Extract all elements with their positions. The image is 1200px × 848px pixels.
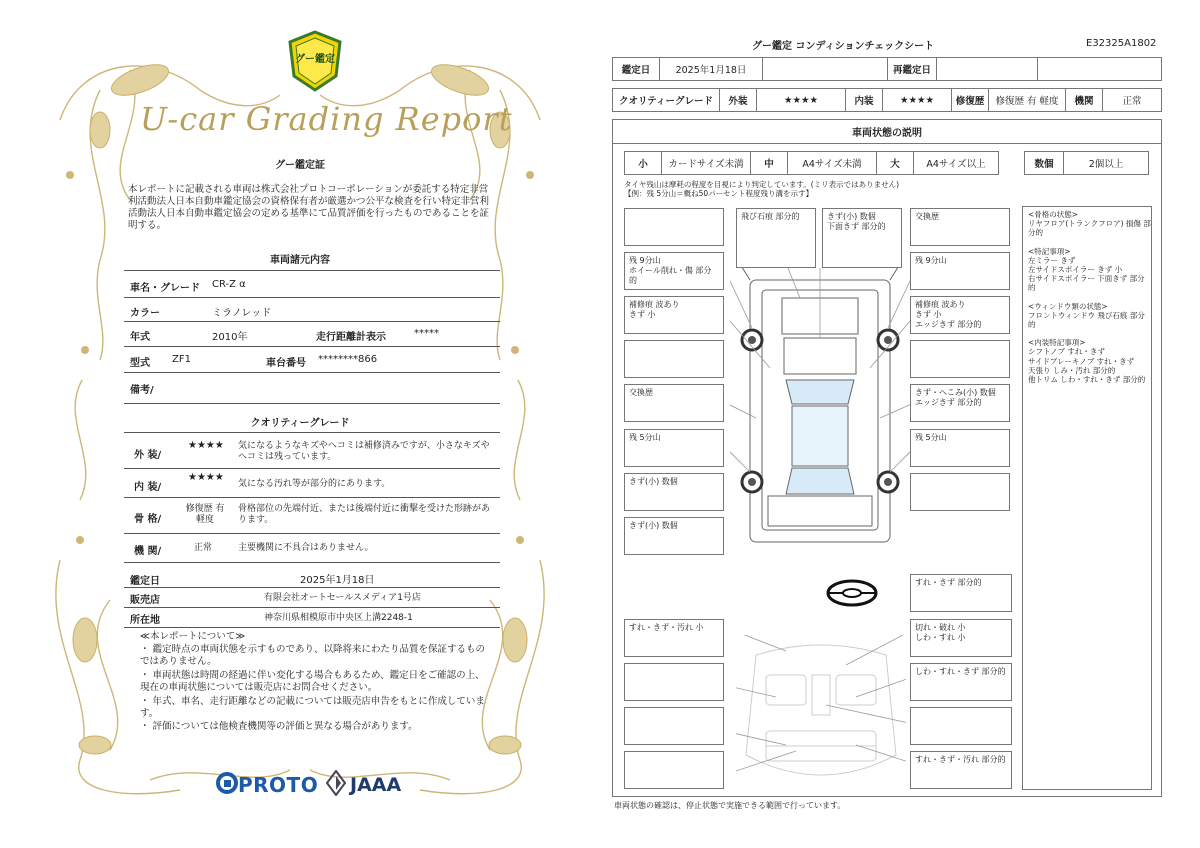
engine-value: 正常 [1102, 88, 1162, 112]
damage-box: 残 5分山 [910, 429, 1010, 467]
divider [124, 533, 500, 534]
side-note-line: <ウィンドウ類の状態> [1028, 301, 1108, 311]
empty-cell [1037, 57, 1162, 81]
damage-box: 残 9分山 ホイール削れ・傷 部分的 [624, 252, 724, 290]
jaaa-logo-icon [326, 770, 346, 796]
damage-box: 交換歴 [910, 208, 1010, 246]
report-script-title: U-car Grading Report [140, 100, 513, 138]
model-label: 型式 [130, 358, 150, 369]
car-name-value: CR-Z α [212, 279, 246, 290]
engine-description: 主要機関に不具合はありません。 [238, 543, 374, 553]
interior-damage-box [910, 707, 1012, 745]
condition-title: 車両状態の説明 [852, 128, 922, 139]
note-item: ・ 車両状態は時間の経過に伴い変化する場合もあるため、鑑定日をご確認の上、現在の車両状態については販売店にお問合せください。 [140, 670, 485, 693]
exterior-stars: ★★★★ [756, 88, 846, 112]
interior-label: 内装 [845, 88, 883, 112]
sheet-title: グー鑑定 コンディションチェックシート [752, 41, 935, 52]
side-note-line: 他トリム しわ・すれ・きず 部分的 [1028, 375, 1146, 385]
damage-box: 飛び石痕 部分的 [736, 208, 816, 268]
legend-mid-desc: A4サイズ未満 [787, 151, 877, 175]
side-note-line [1028, 293, 1152, 302]
odometer-value: ***** [414, 328, 439, 339]
model-value: ZF1 [172, 354, 191, 365]
interior-damage-box: すれ・きず・汚れ 部分的 [910, 751, 1012, 789]
engine-value: 正常 [194, 543, 213, 553]
engine-label: 機 関/ [134, 546, 162, 557]
exterior-label: 外装 [719, 88, 757, 112]
divider [124, 432, 500, 433]
frame-description: 骨格部位の先端付近、または後端付近に衝撃を受けた形跡があります。 [238, 504, 491, 525]
proto-logo-icon [216, 772, 238, 794]
divider [124, 403, 500, 404]
interior-stars: ★★★★ [882, 88, 952, 112]
proto-logo-text: PROTO [238, 773, 319, 797]
legend-small-desc: カードサイズ未満 [661, 151, 751, 175]
side-note-line: 左ミラー きず [1028, 255, 1076, 265]
appraisal-date-label: 鑑定日 [130, 576, 160, 587]
color-value: ミラノレッド [212, 308, 272, 319]
damage-box: きず・へこみ(小) 数個 エッジきず 部分的 [910, 384, 1010, 422]
interior-label: 内 装/ [134, 482, 162, 493]
side-note-line: 右サイドスポイラー 下面きず 部分的 [1028, 274, 1145, 293]
note-item: ・ 鑑定時点の車両状態を示すものであり、以降将来にわたり品質を保証するものではありません。 [140, 644, 486, 667]
interior-damage-box [624, 663, 724, 701]
divider [124, 346, 500, 347]
exterior-description: 気になるようなキズやヘコミは補修済みですが、小さなキズやヘコミは残っています。 [238, 441, 490, 462]
badge-label: グー鑑定 [295, 54, 335, 65]
chassis-value: ********866 [318, 354, 378, 365]
tire-note: タイヤ残山は摩耗の程度を目視により判定しています。(ミリ表示ではありません) [624, 180, 900, 189]
damage-box: きず(小) 数個 [624, 473, 724, 511]
year-label: 年式 [130, 332, 150, 343]
document-id: E32325A1802 [1086, 38, 1157, 49]
damage-box: 交換歴 [624, 384, 724, 422]
frame-value: 修復歴 有 軽度 [185, 504, 225, 525]
certificate-heading: グー鑑定証 [275, 160, 325, 171]
dealer-label: 販売店 [130, 595, 160, 606]
repair-history-value: 修復歴 有 軽度 [988, 88, 1066, 112]
damage-box: 補修痕 波あり きず 小 エッジきず 部分的 [910, 296, 1010, 334]
side-note-line [1028, 238, 1152, 247]
note-item: ・ 年式、車名、走行距離などの記載については販売店申告をもとに作成しています。 [140, 696, 485, 719]
side-note-line: サイドブレーキノブ すれ・きず [1028, 356, 1135, 366]
side-notes-list [1028, 210, 1152, 384]
interior-damage-box [624, 751, 724, 789]
quality-heading: クオリティーグレード [250, 418, 350, 429]
reappraisal-date-label: 再鑑定日 [887, 57, 937, 81]
odometer-label: 走行距離計表示 [316, 332, 386, 343]
side-note-line: リヤフロア(トランクフロア) 損傷 部分的 [1028, 219, 1151, 238]
dealer-value: 有限会社オートセールスメディア1号店 [264, 593, 421, 603]
chassis-label: 車台番号 [266, 358, 306, 369]
interior-damage-box [624, 707, 724, 745]
notes-heading: ≪本レポートについて≫ [140, 631, 246, 642]
divider [124, 607, 500, 608]
damage-box [910, 473, 1010, 511]
empty-cell [762, 57, 888, 81]
damage-box: 残 5分山 [624, 429, 724, 467]
car-interior-diagram [736, 635, 906, 795]
year-value: 2010年 [212, 332, 248, 343]
side-note-line: <特記事項> [1028, 246, 1071, 256]
exterior-stars: ★★★★ [188, 440, 224, 451]
appraisal-date-label: 鑑定日 [612, 57, 660, 81]
divider [124, 468, 500, 469]
divider [124, 587, 500, 588]
divider [124, 497, 500, 498]
appraisal-date-value: 2025年1月18日 [300, 575, 375, 586]
divider [124, 321, 500, 322]
legend-mid: 中 [750, 151, 788, 175]
interior-damage-box: 切れ・破れ 小 しわ・すれ 小 [910, 619, 1012, 657]
interior-description: 気になる汚れ等が部分的にあります。 [238, 479, 391, 489]
divider [124, 627, 500, 628]
specs-heading: 車両諸元内容 [270, 255, 330, 266]
side-note-line [1028, 329, 1152, 338]
frame-label: 骨 格/ [134, 514, 162, 525]
legend-count-desc: 2個以上 [1063, 151, 1149, 175]
color-label: カラー [130, 308, 160, 319]
tire-example: 【例：残 5分山＝概ね50パーセント程度残り溝を示す】 [624, 189, 814, 198]
divider [124, 270, 500, 271]
interior-stars: ★★★★ [188, 472, 224, 483]
address-label: 所在地 [130, 615, 160, 626]
car-name-label: 車名・グレード [130, 283, 200, 294]
divider [612, 143, 1162, 144]
damage-box [624, 208, 724, 246]
certificate-text: 本レポートに記載される車両は株式会社プロトコーポレーションが委託する特定非営利活動法人日本自動車鑑定協会の資格保有者が厳選かつ公平な検査を行い特定非営利活動法人日本自動車鑑定協会の定める基準にて品質評価を行ったものであることを証明する。 [128, 184, 490, 231]
steering-wheel-icon [826, 578, 878, 608]
legend-small: 小 [624, 151, 662, 175]
engine-label: 機関 [1065, 88, 1103, 112]
appraisal-date-value: 2025年1月18日 [659, 57, 763, 81]
divider [124, 297, 500, 298]
condition-check-sheet [606, 0, 1200, 848]
reappraisal-date-value [936, 57, 1038, 81]
legend-large: 大 [876, 151, 914, 175]
damage-box: 補修痕 波あり きず 小 [624, 296, 724, 334]
legend-large-desc: A4サイズ以上 [913, 151, 999, 175]
damage-box [910, 340, 1010, 378]
jaaa-logo-text: JAAA [350, 774, 402, 796]
damage-box [624, 340, 724, 378]
damage-box: きず(小) 数個 下面きず 部分的 [822, 208, 902, 268]
remarks-label: 備考/ [130, 385, 154, 396]
side-note-line: 天張り しみ・汚れ 部分的 [1028, 365, 1116, 375]
side-note-line: シフトノブ すれ・きず [1028, 347, 1105, 357]
damage-box: 残 9分山 [910, 252, 1010, 290]
repair-history-label: 修復歴 [951, 88, 989, 112]
side-note-line: <内装特記事項> [1028, 338, 1086, 348]
quality-grade-label: クオリティーグレード [612, 88, 720, 112]
divider [124, 562, 500, 563]
side-note-line: 左サイドスポイラー きず 小 [1028, 265, 1123, 275]
side-note-line: フロントウィンドウ 飛び石痕 部分的 [1028, 310, 1145, 330]
address-value: 神奈川県相模原市中央区上溝2248-1 [264, 613, 413, 623]
interior-damage-box: すれ・きず・汚れ 小 [624, 619, 724, 657]
car-exterior-diagram [730, 268, 910, 552]
divider [124, 372, 500, 373]
exterior-label: 外 装/ [134, 450, 162, 461]
interior-damage-box: すれ・きず 部分的 [910, 574, 1012, 612]
side-note-line: <骨格の状態> [1028, 210, 1079, 219]
footer-note: 車両状態の確認は、停止状態で実施できる範囲で行っています。 [614, 801, 846, 810]
legend-count: 数個 [1024, 151, 1064, 175]
damage-box: きず(小) 数個 [624, 517, 724, 555]
note-item: ・ 評価については他検査機関等の評価と異なる場合があります。 [140, 721, 418, 732]
interior-damage-box: しわ・すれ・きず 部分的 [910, 663, 1012, 701]
